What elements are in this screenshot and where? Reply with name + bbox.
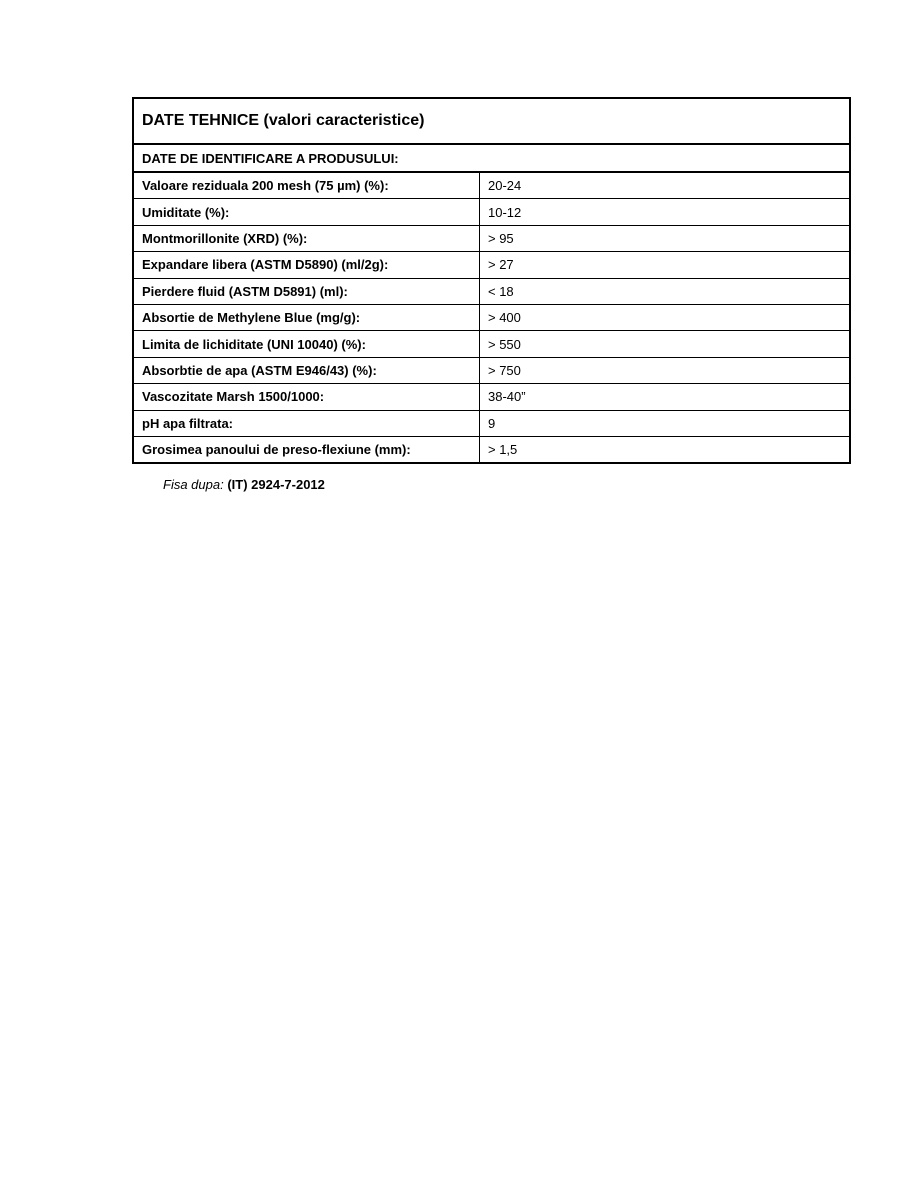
table-row <box>134 304 849 330</box>
source-reference: (IT) 2924-7-2012 <box>227 477 325 492</box>
property-label: Vascozitate Marsh 1500/1000: <box>134 384 480 410</box>
property-value: < 18 <box>480 278 850 304</box>
table-row <box>134 199 849 225</box>
source-note <box>163 477 325 492</box>
property-value: 10-12 <box>480 199 850 225</box>
property-label: Grosimea panoului de preso-flexiune (mm): <box>134 436 480 462</box>
property-label: Pierdere fluid (ASTM D5891) (ml): <box>134 278 480 304</box>
property-value: > 400 <box>480 304 850 330</box>
properties-table <box>134 173 849 462</box>
table-row <box>134 384 849 410</box>
table-row <box>134 278 849 304</box>
property-label: Limita de lichiditate (UNI 10040) (%): <box>134 331 480 357</box>
table-row <box>134 331 849 357</box>
property-label: pH apa filtrata: <box>134 410 480 436</box>
property-value: > 750 <box>480 357 850 383</box>
property-value: > 95 <box>480 225 850 251</box>
property-value: > 550 <box>480 331 850 357</box>
table-row <box>134 173 849 199</box>
property-value: 20-24 <box>480 173 850 199</box>
property-label: Umiditate (%): <box>134 199 480 225</box>
property-label: Montmorillonite (XRD) (%): <box>134 225 480 251</box>
property-label: Absortie de Methylene Blue (mg/g): <box>134 304 480 330</box>
section-heading: DATE DE IDENTIFICARE A PRODUSULUI: <box>134 145 849 173</box>
source-label: Fisa dupa: <box>163 477 224 492</box>
property-label: Valoare reziduala 200 mesh (75 µm) (%): <box>134 173 480 199</box>
table-row <box>134 436 849 462</box>
table-row <box>134 225 849 251</box>
property-value: 9 <box>480 410 850 436</box>
table-row <box>134 252 849 278</box>
table-row <box>134 357 849 383</box>
table-title: DATE TEHNICE (valori caracteristice) <box>134 99 849 145</box>
property-label: Expandare libera (ASTM D5890) (ml/2g): <box>134 252 480 278</box>
property-value: > 1,5 <box>488 442 518 458</box>
property-value: 38-40” <box>480 384 850 410</box>
table-row <box>134 410 849 436</box>
property-value: > 27 <box>480 252 850 278</box>
property-label: Absorbtie de apa (ASTM E946/43) (%): <box>134 357 480 383</box>
technical-data-table <box>132 97 851 464</box>
